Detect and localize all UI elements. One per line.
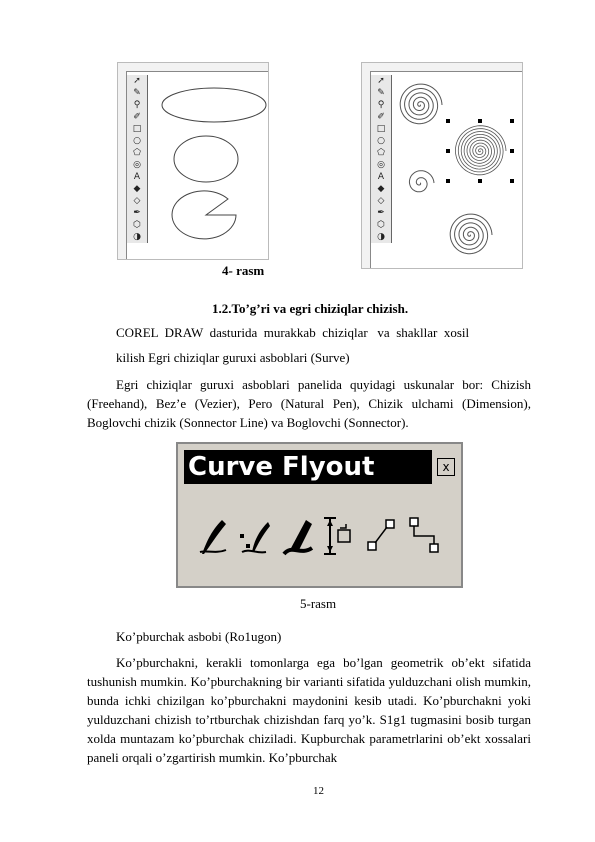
figure-4-caption: 4- rasm [222,263,265,278]
vertical-ruler [362,71,371,268]
selection-handle[interactable] [510,149,514,153]
ellipse-icon[interactable]: ○ [377,136,385,146]
blend-icon[interactable]: ◑ [377,232,385,242]
pie-segment [172,191,236,239]
selection-handle[interactable] [478,179,482,183]
spiral-open [409,171,434,192]
figure-4-left-panel [117,62,269,260]
page-number: 12 [313,785,324,797]
close-icon[interactable]: x [437,458,455,476]
ellipse-wide [162,88,266,122]
arrow-icon[interactable]: ➚ [377,76,385,86]
selection-handle[interactable] [510,119,514,123]
polygon-icon[interactable]: ⬠ [377,148,385,158]
connector-line-tool-icon[interactable] [364,514,400,558]
figure-5-caption: 5-rasm [300,596,337,611]
eyedropper-icon[interactable]: ✒ [377,208,385,218]
left-panel-drawing [156,83,268,253]
selection-handle[interactable] [478,119,482,123]
figure-4-right-panel [361,62,523,269]
freehand-icon[interactable]: ✐ [133,112,141,122]
spiral-selected [455,126,506,175]
interactive-icon[interactable]: ⬡ [133,220,141,230]
paragraph-3-heading: Ko’pburchak asbobi (Ro1ugon) [116,629,282,644]
interactive-icon[interactable]: ⬡ [377,220,385,230]
outline-icon[interactable]: ◇ [133,196,141,206]
zoom-icon[interactable]: ⚲ [133,100,141,110]
ellipse-round [174,136,238,182]
horizontal-ruler [118,63,268,72]
flyout-tool-row [196,514,446,564]
blend-icon[interactable]: ◑ [133,232,141,242]
spiral-icon[interactable]: ◎ [377,160,385,170]
freehand-tool-icon[interactable] [196,514,232,558]
ellipse-icon[interactable]: ○ [133,136,141,146]
shape-icon[interactable]: ✎ [133,88,141,98]
flyout-title: Curve Flyout [184,450,432,484]
toolbox [127,75,148,243]
rectangle-icon[interactable]: □ [376,124,386,134]
fill-icon[interactable]: ◆ [133,184,141,194]
toolbox [371,75,392,243]
paragraph-1-line-2: kilish Egri chiziqlar guruxi asboblari (Surve) [116,350,350,365]
horizontal-ruler [362,63,522,72]
natural-pen-tool-icon[interactable] [280,514,316,558]
fill-icon[interactable]: ◆ [377,184,385,194]
outline-icon[interactable]: ◇ [377,196,385,206]
arrow-icon[interactable]: ➚ [133,76,141,86]
text-icon[interactable]: A [377,172,385,182]
eyedropper-icon[interactable]: ✒ [133,208,141,218]
text-icon[interactable]: A [133,172,141,182]
curve-flyout-panel [176,442,463,588]
selection-handle[interactable] [446,119,450,123]
polygon-icon[interactable]: ⬠ [133,148,141,158]
paragraph-2: Egri chiziqlar guruxi asboblari panelida quyidagi uskunalar bor: Chizish (Freehand), Bez’e (Vezier), Pero (Natural Pen), Chizik ulchami (Dimension), Boglovchi chizik (Sonnector Line) va Boglovchi (Sonnector). [87,377,531,430]
vertical-ruler [118,71,127,259]
section-title: 1.2.To’g’ri va egri chiziqlar chizish. [212,301,409,316]
freehand-icon[interactable]: ✐ [377,112,385,122]
shape-icon[interactable]: ✎ [377,88,385,98]
spiral [400,84,442,124]
selection-handle[interactable] [446,179,450,183]
selection-handle[interactable] [446,149,450,153]
spiral-icon[interactable]: ◎ [133,160,141,170]
spiral-small [450,214,492,254]
paragraph-1-line-1: COREL DRAW dasturida murakkab chiziqlar va shakllar xosil [116,325,470,340]
rectangle-icon[interactable]: □ [132,124,142,134]
selection-handle[interactable] [510,179,514,183]
paragraph-4: Ko’pburchakni, kerakli tomonlarga ega bo’lgan geometrik ob’ekt sifatida tushunish mumkin. Ko’pburchakning bir varianti sifatida yulduzchani olish mumkin, bunda ichki chizilgan ko’pburchakni maydonini kesib utadi. Ko’pburchakni yoki yulduzchani chizish to’rtburchak chizishdan farq yo’k. S1g1 tugmasini bosib turgan xolda muntazam ko’pburchak chiziladi. Kupburchak parametrlarini ob’ekt xossalari paneli orqali o’zgartirish mumkin. Ko’pburchak [87,655,531,765]
right-panel-drawing [398,73,522,268]
zoom-icon[interactable]: ⚲ [377,100,385,110]
bezier-tool-icon[interactable] [238,514,274,558]
dimension-tool-icon[interactable] [322,514,358,558]
connector-tool-icon[interactable] [406,514,442,558]
